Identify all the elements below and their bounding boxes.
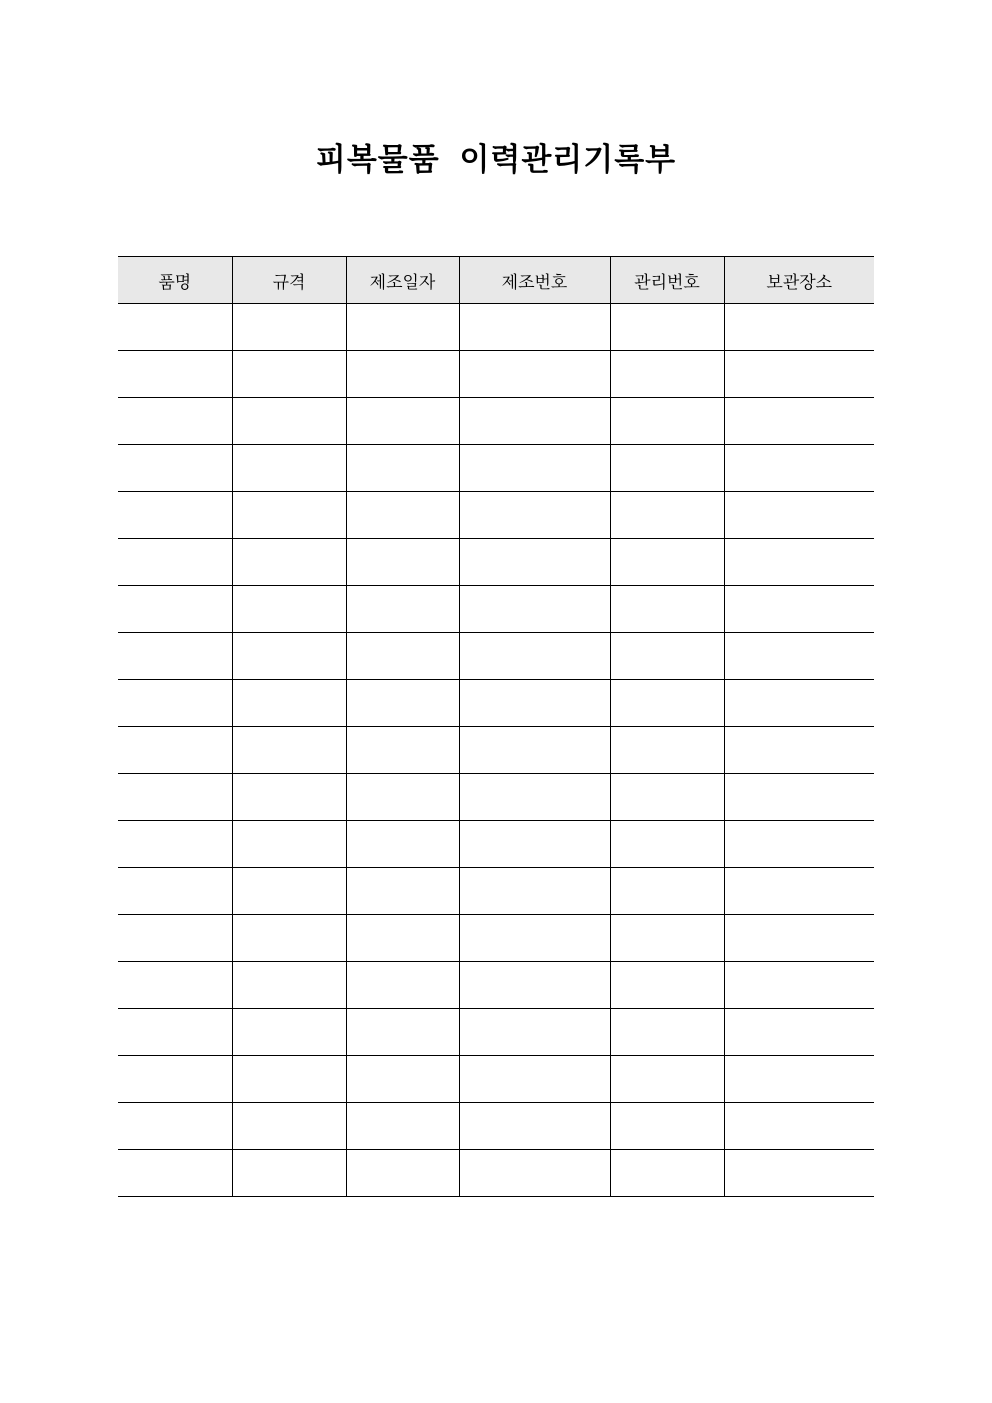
table-cell[interactable] bbox=[232, 586, 346, 633]
table-cell[interactable] bbox=[232, 539, 346, 586]
table-cell[interactable] bbox=[459, 304, 610, 351]
table-cell[interactable] bbox=[118, 398, 232, 445]
table-cell[interactable] bbox=[118, 445, 232, 492]
header-serial-number: 제조번호 bbox=[459, 257, 610, 304]
table-cell[interactable] bbox=[724, 1056, 874, 1103]
table-row bbox=[118, 586, 874, 633]
table-row bbox=[118, 821, 874, 868]
table-cell[interactable] bbox=[724, 351, 874, 398]
table-cell[interactable] bbox=[232, 398, 346, 445]
table-cell[interactable] bbox=[724, 915, 874, 962]
table-row bbox=[118, 1056, 874, 1103]
table-row bbox=[118, 962, 874, 1009]
table-row bbox=[118, 539, 874, 586]
table-cell[interactable] bbox=[118, 1056, 232, 1103]
table-cell[interactable] bbox=[118, 774, 232, 821]
table-cell[interactable] bbox=[724, 1103, 874, 1150]
table-cell[interactable] bbox=[346, 398, 459, 445]
table-row bbox=[118, 915, 874, 962]
table-cell[interactable] bbox=[610, 633, 724, 680]
table-header-row bbox=[118, 257, 874, 304]
table-cell[interactable] bbox=[724, 304, 874, 351]
table-cell[interactable] bbox=[610, 868, 724, 915]
table-row bbox=[118, 492, 874, 539]
header-manufacture-date: 제조일자 bbox=[346, 257, 459, 304]
table-cell[interactable] bbox=[232, 351, 346, 398]
table-cell[interactable] bbox=[610, 492, 724, 539]
table-cell[interactable] bbox=[232, 915, 346, 962]
table-cell[interactable] bbox=[232, 774, 346, 821]
table-cell[interactable] bbox=[346, 1056, 459, 1103]
table-cell[interactable] bbox=[610, 774, 724, 821]
table-cell[interactable] bbox=[610, 915, 724, 962]
header-storage-location: 보관장소 bbox=[724, 257, 874, 304]
table-cell[interactable] bbox=[724, 1150, 874, 1197]
table-cell[interactable] bbox=[724, 539, 874, 586]
table-cell[interactable] bbox=[232, 962, 346, 1009]
table-cell[interactable] bbox=[610, 351, 724, 398]
table-cell[interactable] bbox=[232, 633, 346, 680]
table-cell[interactable] bbox=[459, 915, 610, 962]
table-cell[interactable] bbox=[118, 1009, 232, 1056]
table-row bbox=[118, 304, 874, 351]
table-cell[interactable] bbox=[459, 962, 610, 1009]
record-table bbox=[118, 256, 874, 1197]
table-cell[interactable] bbox=[459, 680, 610, 727]
header-spec: 규격 bbox=[232, 257, 346, 304]
table-cell[interactable] bbox=[346, 1150, 459, 1197]
table-body bbox=[118, 304, 874, 1197]
table-cell[interactable] bbox=[610, 1103, 724, 1150]
table-cell[interactable] bbox=[724, 680, 874, 727]
table-cell[interactable] bbox=[724, 445, 874, 492]
table-cell[interactable] bbox=[724, 962, 874, 1009]
table-cell[interactable] bbox=[118, 680, 232, 727]
table-cell[interactable] bbox=[346, 445, 459, 492]
table-row bbox=[118, 1103, 874, 1150]
table-cell[interactable] bbox=[724, 774, 874, 821]
table-cell[interactable] bbox=[232, 680, 346, 727]
table-cell[interactable] bbox=[610, 398, 724, 445]
table-cell[interactable] bbox=[724, 633, 874, 680]
table-cell[interactable] bbox=[118, 1103, 232, 1150]
table-cell[interactable] bbox=[118, 539, 232, 586]
table-cell[interactable] bbox=[346, 1103, 459, 1150]
table-row bbox=[118, 774, 874, 821]
table-cell[interactable] bbox=[610, 1009, 724, 1056]
table-cell[interactable] bbox=[346, 539, 459, 586]
table-cell[interactable] bbox=[118, 868, 232, 915]
table-cell[interactable] bbox=[459, 492, 610, 539]
table-cell[interactable] bbox=[346, 680, 459, 727]
table-cell[interactable] bbox=[610, 304, 724, 351]
table-cell[interactable] bbox=[459, 774, 610, 821]
table-cell[interactable] bbox=[459, 821, 610, 868]
table-cell[interactable] bbox=[610, 821, 724, 868]
table-cell[interactable] bbox=[610, 727, 724, 774]
header-item-name: 품명 bbox=[118, 257, 232, 304]
table-row bbox=[118, 1009, 874, 1056]
table-row bbox=[118, 398, 874, 445]
table-cell[interactable] bbox=[459, 1150, 610, 1197]
table-cell[interactable] bbox=[459, 1056, 610, 1103]
table-cell[interactable] bbox=[232, 727, 346, 774]
table-cell[interactable] bbox=[610, 539, 724, 586]
table-cell[interactable] bbox=[118, 633, 232, 680]
table-cell[interactable] bbox=[118, 351, 232, 398]
table-cell[interactable] bbox=[346, 492, 459, 539]
table-cell[interactable] bbox=[346, 727, 459, 774]
table-row bbox=[118, 633, 874, 680]
page-title: 피복물품 이력관리기록부 bbox=[315, 142, 677, 178]
table-cell[interactable] bbox=[232, 1009, 346, 1056]
table-cell[interactable] bbox=[459, 1009, 610, 1056]
table-cell[interactable] bbox=[232, 1056, 346, 1103]
table-cell[interactable] bbox=[232, 445, 346, 492]
table-cell[interactable] bbox=[724, 868, 874, 915]
header-management-number: 관리번호 bbox=[610, 257, 724, 304]
table-cell[interactable] bbox=[459, 633, 610, 680]
table-cell[interactable] bbox=[610, 586, 724, 633]
table-cell[interactable] bbox=[459, 586, 610, 633]
table-cell[interactable] bbox=[459, 727, 610, 774]
table-cell[interactable] bbox=[232, 821, 346, 868]
table-cell[interactable] bbox=[346, 774, 459, 821]
table-cell[interactable] bbox=[346, 304, 459, 351]
table-cell[interactable] bbox=[459, 1103, 610, 1150]
table-cell[interactable] bbox=[459, 351, 610, 398]
table-cell[interactable] bbox=[724, 398, 874, 445]
table-cell[interactable] bbox=[724, 492, 874, 539]
table-cell[interactable] bbox=[118, 821, 232, 868]
table-cell[interactable] bbox=[610, 680, 724, 727]
table-cell[interactable] bbox=[118, 1150, 232, 1197]
table-cell[interactable] bbox=[724, 1009, 874, 1056]
table-row bbox=[118, 680, 874, 727]
table-cell[interactable] bbox=[346, 868, 459, 915]
table-cell[interactable] bbox=[346, 915, 459, 962]
table-cell[interactable] bbox=[610, 962, 724, 1009]
table-cell[interactable] bbox=[118, 727, 232, 774]
table-cell[interactable] bbox=[724, 586, 874, 633]
table-cell[interactable] bbox=[346, 962, 459, 1009]
table-cell[interactable] bbox=[346, 633, 459, 680]
table-cell[interactable] bbox=[346, 586, 459, 633]
table-cell[interactable] bbox=[118, 492, 232, 539]
table-cell[interactable] bbox=[610, 1056, 724, 1103]
table-cell[interactable] bbox=[118, 304, 232, 351]
table-cell[interactable] bbox=[610, 445, 724, 492]
table-cell[interactable] bbox=[459, 398, 610, 445]
table-cell[interactable] bbox=[610, 1150, 724, 1197]
table-row bbox=[118, 727, 874, 774]
table-cell[interactable] bbox=[724, 821, 874, 868]
table-cell[interactable] bbox=[346, 351, 459, 398]
table-row bbox=[118, 445, 874, 492]
table-row bbox=[118, 1150, 874, 1197]
table-row bbox=[118, 868, 874, 915]
table-cell[interactable] bbox=[118, 586, 232, 633]
table-cell[interactable] bbox=[346, 821, 459, 868]
table-cell[interactable] bbox=[346, 1009, 459, 1056]
table-cell[interactable] bbox=[724, 727, 874, 774]
table-cell[interactable] bbox=[459, 539, 610, 586]
table-cell[interactable] bbox=[459, 445, 610, 492]
table-cell[interactable] bbox=[118, 962, 232, 1009]
table-cell[interactable] bbox=[118, 915, 232, 962]
table-cell[interactable] bbox=[232, 1150, 346, 1197]
table-cell[interactable] bbox=[232, 492, 346, 539]
table-cell[interactable] bbox=[232, 1103, 346, 1150]
table-cell[interactable] bbox=[232, 868, 346, 915]
table-cell[interactable] bbox=[459, 868, 610, 915]
table-cell[interactable] bbox=[232, 304, 346, 351]
table-row bbox=[118, 351, 874, 398]
